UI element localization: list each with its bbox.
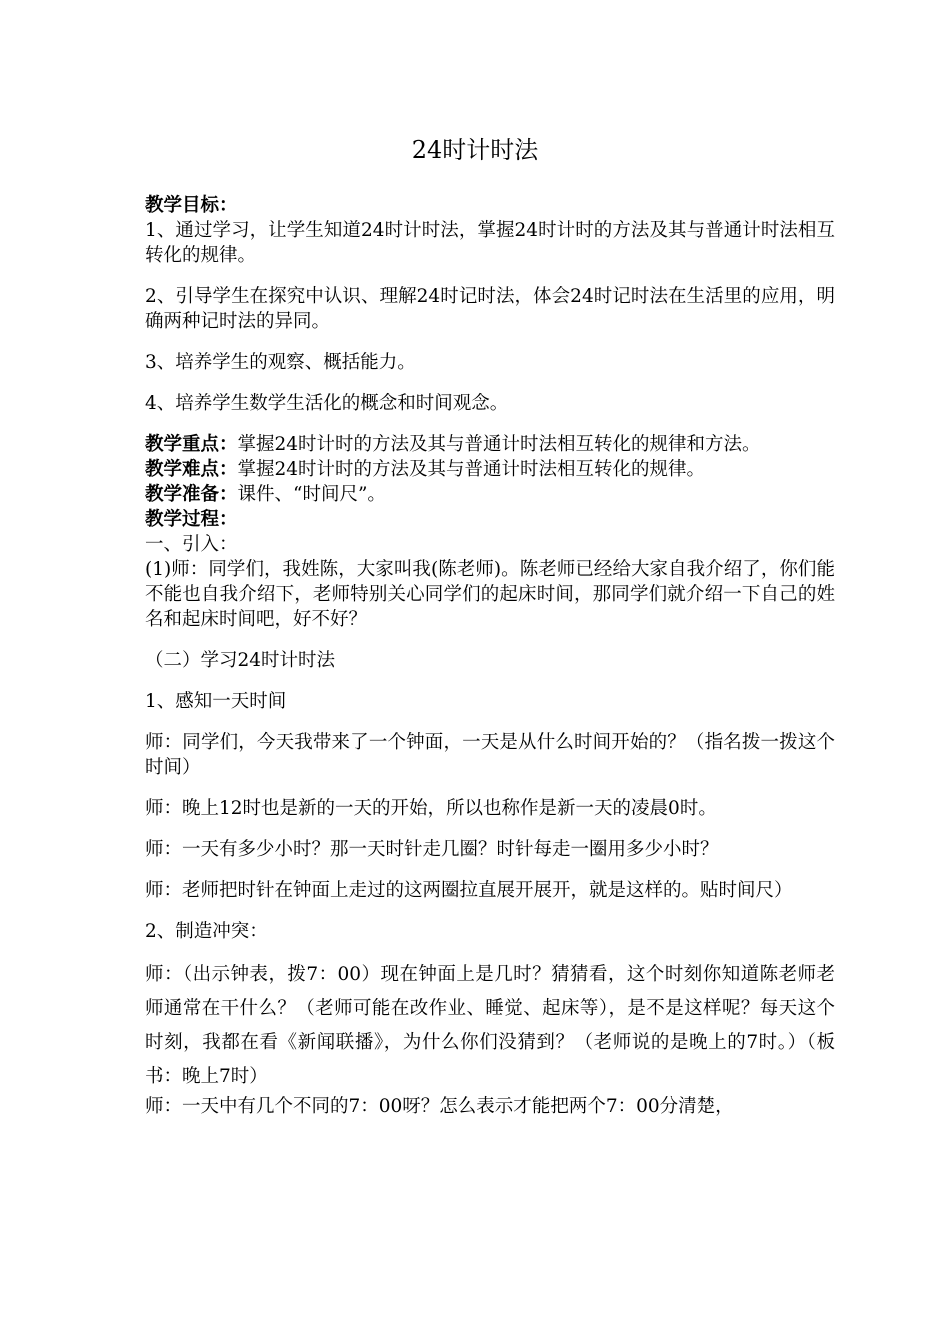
- section-heading: （二）学习24时计时法: [145, 650, 336, 671]
- goal-item: 2、引导学生在探究中认识、理解24时记时法，体会24时记时法在生活里的应用，明确两种记时法的异同。: [145, 286, 835, 332]
- paragraph: 师：同学们，今天我带来了一个钟面，一天是从什么时间开始的？（指名拨一拨这个时间）: [145, 732, 835, 778]
- goal-item: 4、培养学生数学生活化的概念和时间观念。: [145, 393, 509, 414]
- paragraph: 师：一天中有几个不同的7：00呀？怎么表示才能把两个7：00分清楚，: [145, 1096, 734, 1117]
- preparation-label: 教学准备：: [145, 484, 238, 505]
- difficulty-text: 掌握24时计时的方法及其与普通计时法相互转化的规律。: [237, 459, 706, 480]
- difficulty: [145, 457, 835, 482]
- paragraph: 师：晚上12时也是新的一天的开始，所以也称作是新一天的凌晨0时。: [145, 798, 717, 819]
- key-point: [145, 432, 835, 457]
- key-point-text: 掌握24时计时的方法及其与普通计时法相互转化的规律和方法。: [237, 434, 761, 455]
- document-title: 24时计时法: [411, 136, 539, 164]
- preparation: [145, 482, 835, 507]
- subsection-heading: 2、制造冲突：: [145, 921, 268, 942]
- paragraph: 师：老师把时针在钟面上走过的这两圈拉直展开展开，就是这样的。贴时间尺）: [145, 880, 793, 901]
- difficulty-label: 教学难点：: [145, 459, 238, 480]
- intro-heading: 一、引入：: [145, 534, 238, 555]
- goal-item: 1、通过学习，让学生知道24时计时法，掌握24时计时的方法及其与普通计时法相互转化的规律。: [145, 220, 835, 266]
- intro-paragraph: (1)师：同学们，我姓陈，大家叫我(陈老师)。陈老师已经给大家自我介绍了，你们能不能也自我介绍下，老师特别关心同学们的起床时间，那同学们就介绍一下自己的姓名和起床时间吧，好不好？: [145, 559, 835, 630]
- subsection-heading: 1、感知一天时间: [145, 691, 287, 712]
- document-body: [145, 193, 835, 1119]
- preparation-text: 课件、“时间尺”。: [237, 484, 386, 505]
- key-point-label: 教学重点：: [145, 434, 238, 455]
- goal-item: 3、培养学生的观察、概括能力。: [145, 352, 416, 373]
- paragraph: 师：一天有多少小时？那一天时针走几圈？时针每走一圈用多少小时？: [145, 839, 719, 860]
- paragraph: 师：（出示钟表，拨7：00）现在钟面上是几时？猜猜看，这个时刻你知道陈老师老师通常在干什么？（老师可能在改作业、睡觉、起床等），是不是这样呢？每天这个时刻，我都在看《新闻联播》，为什么你们没猜到？（老师说的是晚上的7时。）（板书：晚上7时）: [145, 964, 835, 1087]
- process-heading: 教学过程：: [145, 509, 238, 530]
- goals-heading: 教学目标：: [145, 195, 238, 216]
